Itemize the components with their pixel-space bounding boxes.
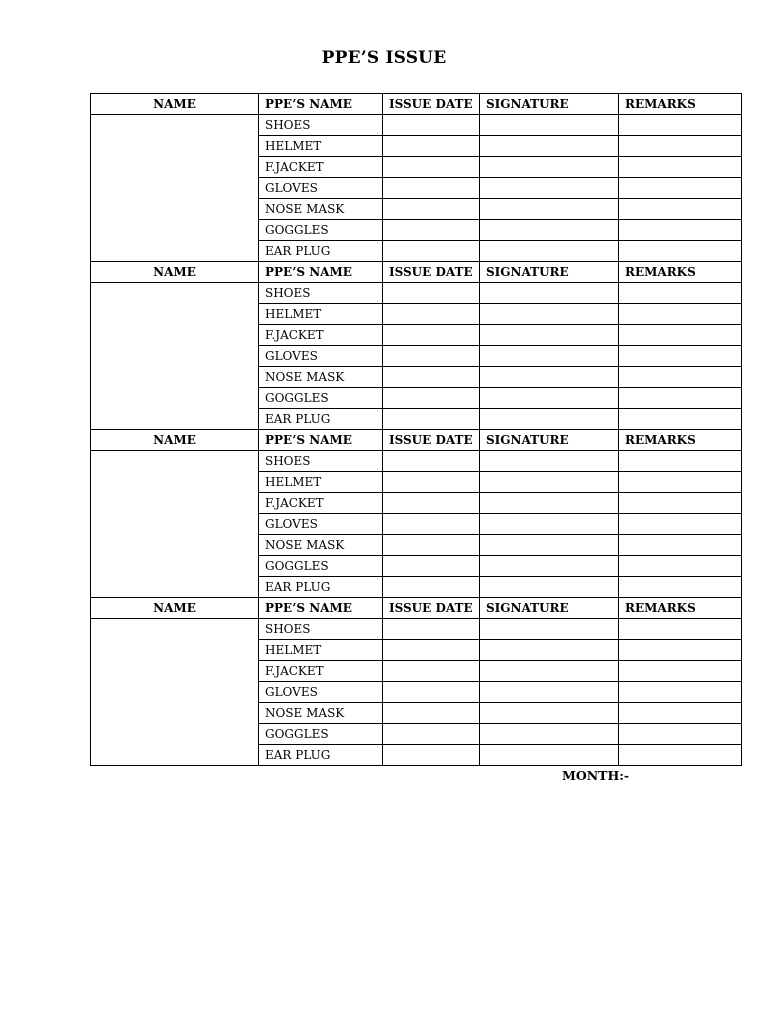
remarks-cell[interactable]	[619, 115, 742, 136]
column-header: ISSUE DATE	[383, 430, 480, 451]
remarks-cell[interactable]	[619, 745, 742, 766]
remarks-cell[interactable]	[619, 178, 742, 199]
table-row	[91, 619, 742, 640]
table-row	[91, 283, 742, 304]
column-header: ISSUE DATE	[383, 598, 480, 619]
remarks-cell[interactable]	[619, 682, 742, 703]
section-header-row	[91, 598, 742, 619]
ppe-item-cell: GOGGLES	[259, 556, 383, 577]
ppe-item-cell: EAR PLUG	[259, 409, 383, 430]
issue-date-cell[interactable]	[383, 703, 480, 724]
column-header: PPE’S NAME	[259, 262, 383, 283]
remarks-cell[interactable]	[619, 493, 742, 514]
signature-cell[interactable]	[480, 640, 619, 661]
ppe-item-cell: SHOES	[259, 283, 383, 304]
column-header: SIGNATURE	[480, 430, 619, 451]
issue-date-cell[interactable]	[383, 241, 480, 262]
signature-cell[interactable]	[480, 745, 619, 766]
ppe-item-cell: EAR PLUG	[259, 577, 383, 598]
signature-cell[interactable]	[480, 472, 619, 493]
issue-date-cell[interactable]	[383, 472, 480, 493]
signature-cell[interactable]	[480, 325, 619, 346]
month-label: MONTH:-	[562, 768, 630, 783]
issue-date-cell[interactable]	[383, 157, 480, 178]
ppe-item-cell: HELMET	[259, 472, 383, 493]
signature-cell[interactable]	[480, 451, 619, 472]
issue-date-cell[interactable]	[383, 577, 480, 598]
signature-cell[interactable]	[480, 346, 619, 367]
remarks-cell[interactable]	[619, 619, 742, 640]
ppe-item-cell: GLOVES	[259, 682, 383, 703]
signature-cell[interactable]	[480, 556, 619, 577]
issue-date-cell[interactable]	[383, 283, 480, 304]
issue-date-cell[interactable]	[383, 745, 480, 766]
signature-cell[interactable]	[480, 178, 619, 199]
remarks-cell[interactable]	[619, 304, 742, 325]
issue-date-cell[interactable]	[383, 661, 480, 682]
remarks-cell[interactable]	[619, 346, 742, 367]
column-header: SIGNATURE	[480, 262, 619, 283]
table-row	[91, 451, 742, 472]
ppe-item-cell: NOSE MASK	[259, 367, 383, 388]
ppe-item-cell: GLOVES	[259, 514, 383, 535]
signature-cell[interactable]	[480, 157, 619, 178]
ppe-item-cell: HELMET	[259, 640, 383, 661]
ppe-issue-table	[90, 93, 742, 766]
column-header: PPE’S NAME	[259, 430, 383, 451]
remarks-cell[interactable]	[619, 703, 742, 724]
section-header-row	[91, 262, 742, 283]
signature-cell[interactable]	[480, 136, 619, 157]
remarks-cell[interactable]	[619, 220, 742, 241]
signature-cell[interactable]	[480, 283, 619, 304]
signature-cell[interactable]	[480, 535, 619, 556]
remarks-cell[interactable]	[619, 472, 742, 493]
signature-cell[interactable]	[480, 577, 619, 598]
signature-cell[interactable]	[480, 724, 619, 745]
remarks-cell[interactable]	[619, 136, 742, 157]
issue-date-cell[interactable]	[383, 451, 480, 472]
signature-cell[interactable]	[480, 220, 619, 241]
ppe-item-cell: EAR PLUG	[259, 241, 383, 262]
remarks-cell[interactable]	[619, 367, 742, 388]
remarks-cell[interactable]	[619, 640, 742, 661]
column-header: SIGNATURE	[480, 598, 619, 619]
issue-date-cell[interactable]	[383, 346, 480, 367]
name-cell[interactable]	[91, 619, 259, 766]
ppe-item-cell: EAR PLUG	[259, 745, 383, 766]
remarks-cell[interactable]	[619, 199, 742, 220]
issue-date-cell[interactable]	[383, 493, 480, 514]
issue-date-cell[interactable]	[383, 115, 480, 136]
ppe-item-cell: NOSE MASK	[259, 199, 383, 220]
column-header: PPE’S NAME	[259, 598, 383, 619]
column-header: NAME	[91, 430, 259, 451]
ppe-item-cell: F.JACKET	[259, 157, 383, 178]
name-cell[interactable]	[91, 283, 259, 430]
issue-date-cell[interactable]	[383, 367, 480, 388]
issue-date-cell[interactable]	[383, 724, 480, 745]
signature-cell[interactable]	[480, 619, 619, 640]
signature-cell[interactable]	[480, 514, 619, 535]
ppe-item-cell: F.JACKET	[259, 493, 383, 514]
ppe-item-cell: NOSE MASK	[259, 535, 383, 556]
signature-cell[interactable]	[480, 199, 619, 220]
ppe-item-cell: GOGGLES	[259, 724, 383, 745]
column-header: REMARKS	[619, 94, 742, 115]
issue-date-cell[interactable]	[383, 136, 480, 157]
remarks-cell[interactable]	[619, 241, 742, 262]
remarks-cell[interactable]	[619, 451, 742, 472]
issue-date-cell[interactable]	[383, 514, 480, 535]
remarks-cell[interactable]	[619, 283, 742, 304]
name-cell[interactable]	[91, 115, 259, 262]
remarks-cell[interactable]	[619, 325, 742, 346]
remarks-cell[interactable]	[619, 556, 742, 577]
remarks-cell[interactable]	[619, 514, 742, 535]
signature-cell[interactable]	[480, 661, 619, 682]
column-header: ISSUE DATE	[383, 262, 480, 283]
issue-date-cell[interactable]	[383, 556, 480, 577]
page-title: PPE’S ISSUE	[321, 48, 447, 68]
remarks-cell[interactable]	[619, 535, 742, 556]
signature-cell[interactable]	[480, 682, 619, 703]
issue-date-cell[interactable]	[383, 325, 480, 346]
column-header: ISSUE DATE	[383, 94, 480, 115]
remarks-cell[interactable]	[619, 661, 742, 682]
issue-date-cell[interactable]	[383, 178, 480, 199]
issue-date-cell[interactable]	[383, 220, 480, 241]
column-header: SIGNATURE	[480, 94, 619, 115]
column-header: REMARKS	[619, 262, 742, 283]
remarks-cell[interactable]	[619, 157, 742, 178]
remarks-cell[interactable]	[619, 409, 742, 430]
signature-cell[interactable]	[480, 703, 619, 724]
issue-date-cell[interactable]	[383, 409, 480, 430]
column-header: REMARKS	[619, 430, 742, 451]
column-header: NAME	[91, 262, 259, 283]
column-header: REMARKS	[619, 598, 742, 619]
signature-cell[interactable]	[480, 304, 619, 325]
ppe-item-cell: NOSE MASK	[259, 703, 383, 724]
issue-date-cell[interactable]	[383, 535, 480, 556]
section-header-row	[91, 430, 742, 451]
ppe-item-cell: SHOES	[259, 619, 383, 640]
signature-cell[interactable]	[480, 115, 619, 136]
remarks-cell[interactable]	[619, 577, 742, 598]
section-header-row	[91, 94, 742, 115]
column-header: PPE’S NAME	[259, 94, 383, 115]
column-header: NAME	[91, 598, 259, 619]
table-row	[91, 115, 742, 136]
ppe-item-cell: HELMET	[259, 304, 383, 325]
signature-cell[interactable]	[480, 493, 619, 514]
issue-date-cell[interactable]	[383, 640, 480, 661]
name-cell[interactable]	[91, 451, 259, 598]
ppe-item-cell: GOGGLES	[259, 388, 383, 409]
ppe-item-cell: GLOVES	[259, 178, 383, 199]
issue-date-cell[interactable]	[383, 304, 480, 325]
issue-date-cell[interactable]	[383, 199, 480, 220]
ppe-item-cell: F.JACKET	[259, 661, 383, 682]
remarks-cell[interactable]	[619, 724, 742, 745]
ppe-item-cell: SHOES	[259, 451, 383, 472]
ppe-item-cell: GLOVES	[259, 346, 383, 367]
ppe-item-cell: SHOES	[259, 115, 383, 136]
issue-date-cell[interactable]	[383, 619, 480, 640]
signature-cell[interactable]	[480, 241, 619, 262]
signature-cell[interactable]	[480, 367, 619, 388]
remarks-cell[interactable]	[619, 388, 742, 409]
ppe-item-cell: F.JACKET	[259, 325, 383, 346]
ppe-item-cell: GOGGLES	[259, 220, 383, 241]
column-header: NAME	[91, 94, 259, 115]
issue-date-cell[interactable]	[383, 682, 480, 703]
issue-date-cell[interactable]	[383, 388, 480, 409]
ppe-item-cell: HELMET	[259, 136, 383, 157]
signature-cell[interactable]	[480, 409, 619, 430]
signature-cell[interactable]	[480, 388, 619, 409]
